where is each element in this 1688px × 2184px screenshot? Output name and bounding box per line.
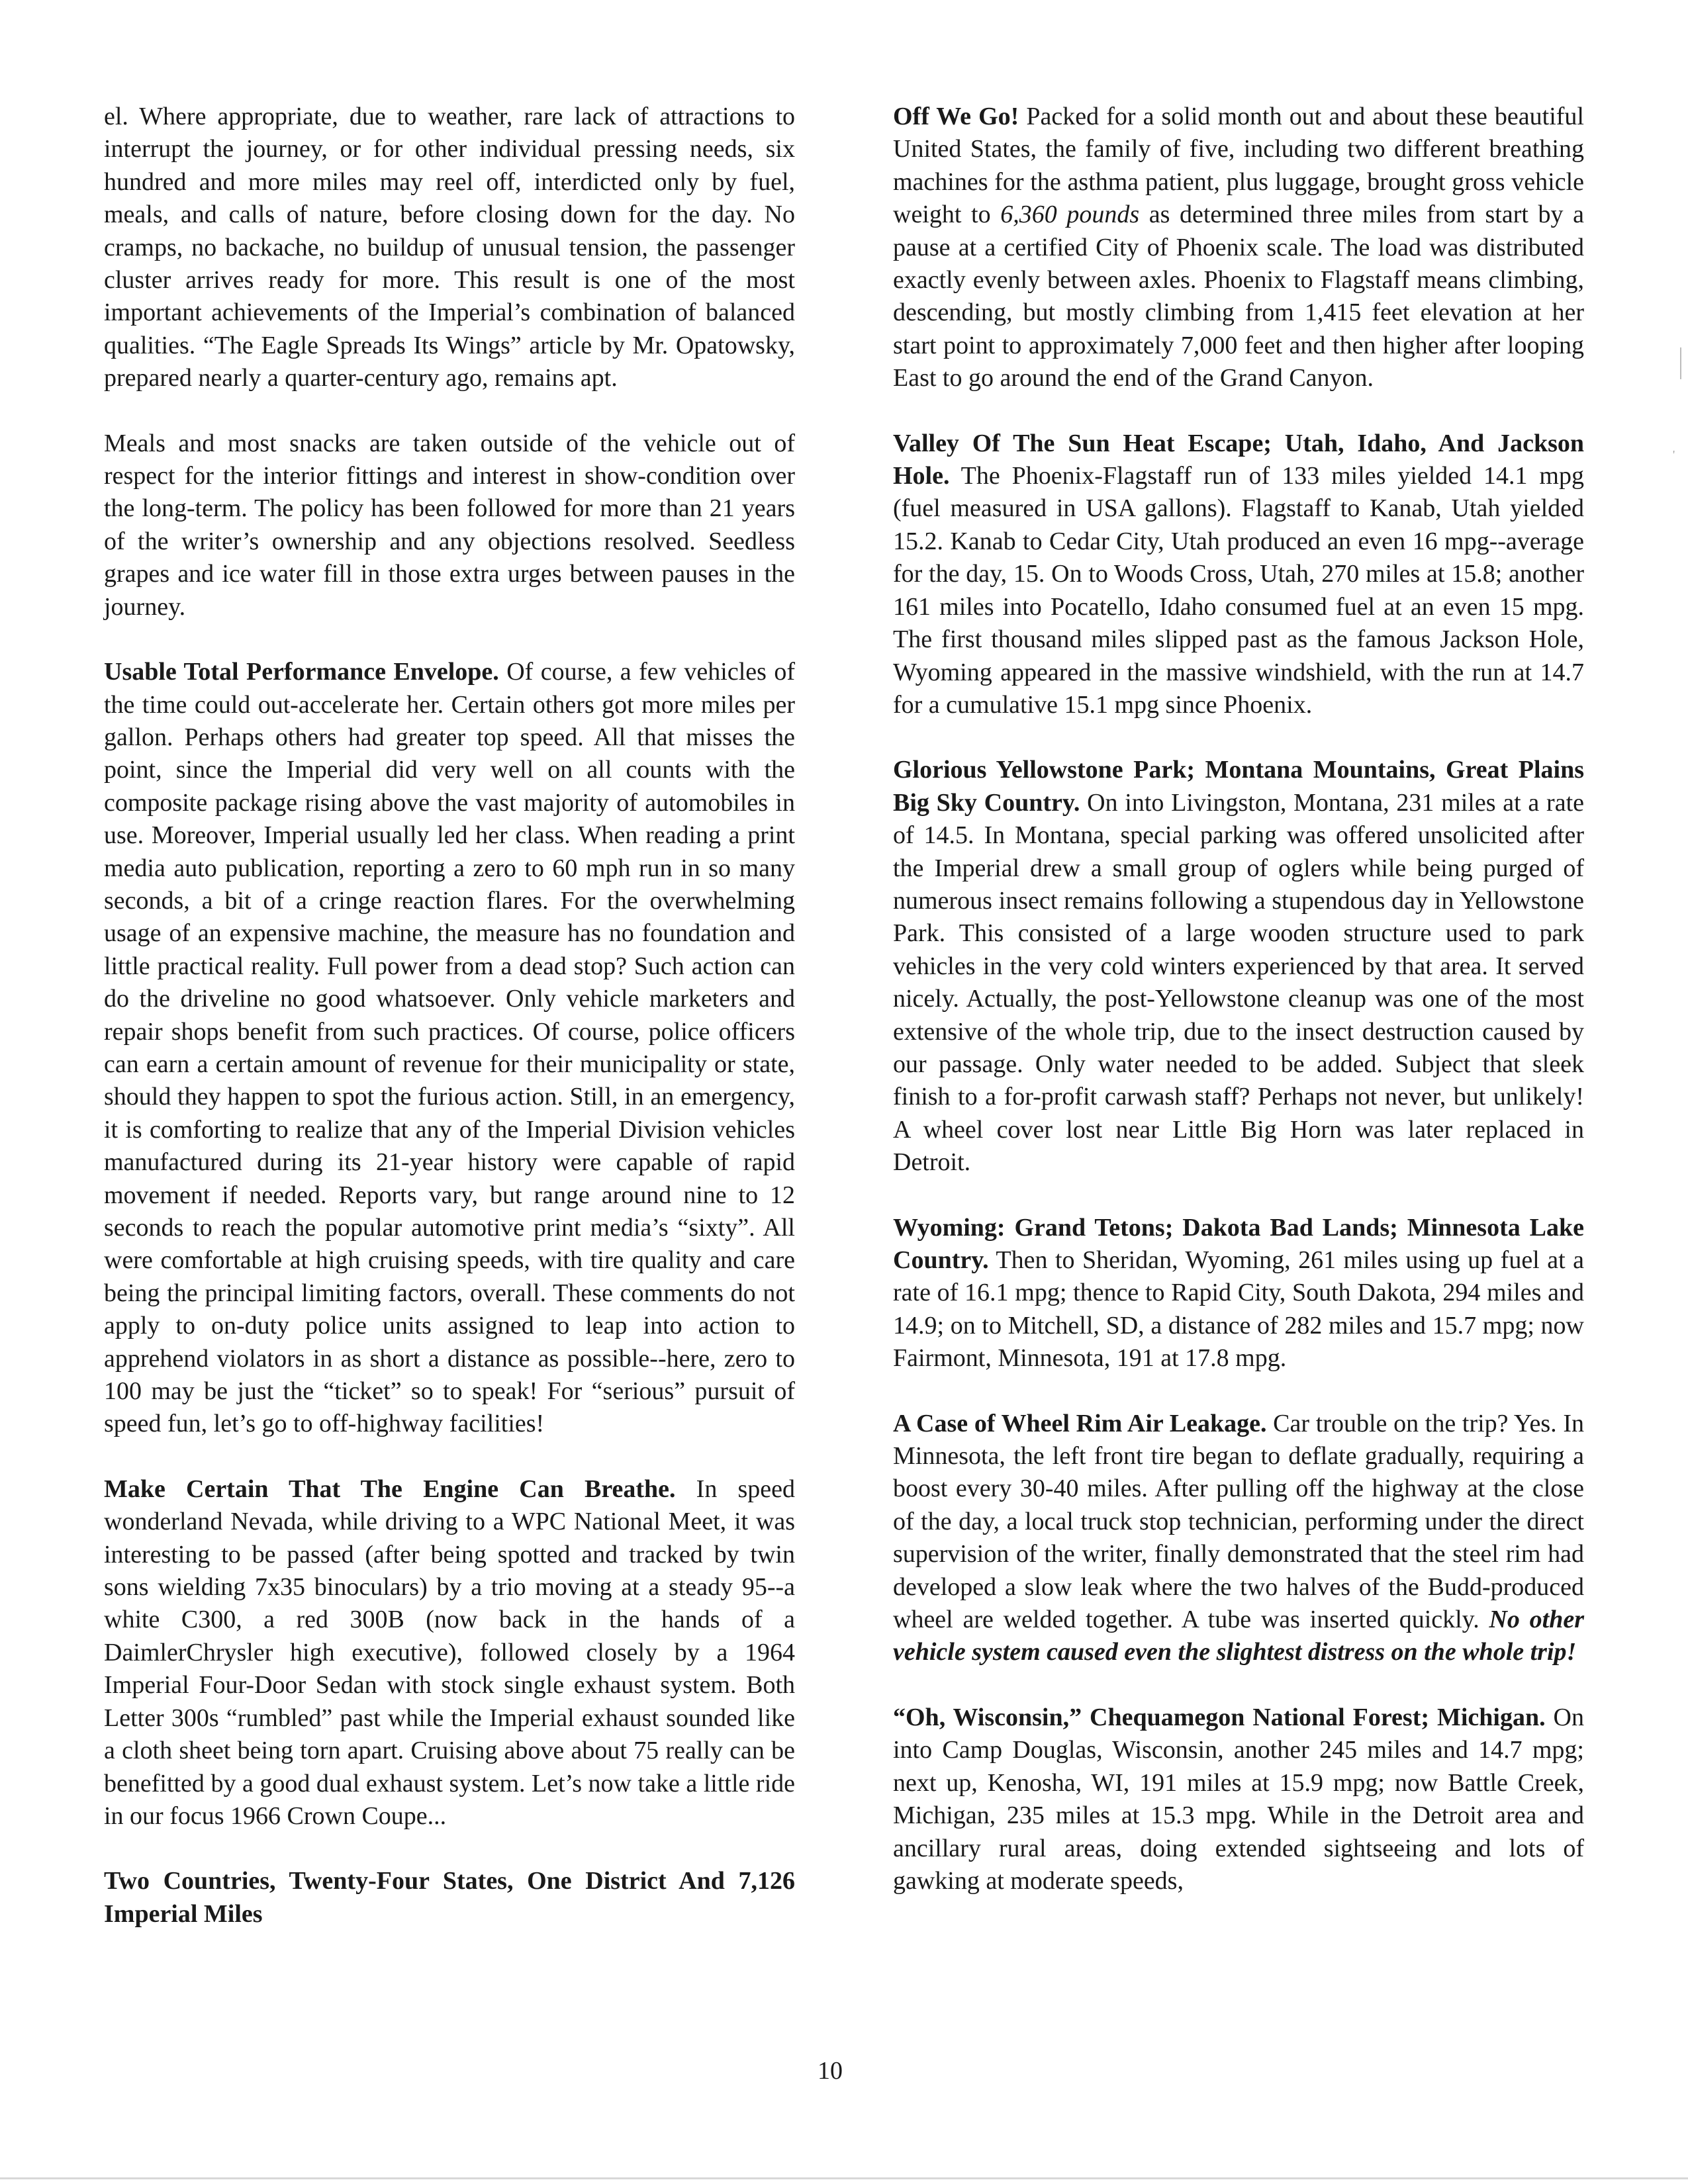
section-heading: Make Certain That The Engine Can Breathe.: [104, 1475, 676, 1503]
section-heading: Valley Of The Sun Heat Escape; Utah, Idaho, And Jackson Hole.: [893, 429, 1584, 490]
paragraph-comfort: [104, 101, 795, 395]
paragraph-text: Meals and most snacks are taken outside of the vehicle out of respect for the interior fittings and interest in show-condition over the long-term. The policy has been followed for more than 21 years of the writer’s ownership and any objections resolved. Seedless grapes and ice water fill in those extra urges between pauses in the journey.: [104, 429, 795, 621]
paragraph-two-countries: [104, 1865, 795, 1931]
paragraph-valley-of-the-sun: [893, 428, 1584, 722]
emphasis-text: No other vehicle system caused even the slightest distress on the whole trip!: [893, 1606, 1584, 1666]
section-heading: Wyoming: Grand Tetons; Dakota Bad Lands; Minnesota Lake Country.: [893, 1213, 1584, 1274]
right-column: [893, 101, 1584, 1897]
paragraph-engine-breathe: [104, 1473, 795, 1833]
paragraph-text: as determined three miles from start by a pause at a certified City of Phoenix scale. The load was distributed exactly evenly between axles. Phoenix to Flagstaff means climbing, descending, but mostly climbing from 1,415 feet elevation at her start point to approximately 7,000 feet and then higher after looping East to go around the end of the Grand Canyon.: [893, 201, 1584, 392]
paragraph-meals: [104, 428, 795, 623]
section-heading: A Case of Wheel Rim Air Leakage.: [893, 1409, 1267, 1437]
margin-scan-mark: [1680, 347, 1681, 379]
paragraph-wheel-rim: [893, 1408, 1584, 1669]
paragraph-off-we-go: [893, 101, 1584, 395]
section-heading: Off We Go!: [893, 103, 1019, 130]
margin-scan-mark: ': [1673, 448, 1675, 461]
paragraph-wyoming: [893, 1212, 1584, 1375]
paragraph-text: Packed for a solid month out and about these beautiful United States, the family of five, including two different breathing machines for the asthma patient, plus luggage, brought gross vehicle weight to: [893, 103, 1584, 229]
paragraph-text: On into Livingston, Montana, 231 miles at a rate of 14.5. In Montana, special parking was offered unsolicited after the Imperial drew a small group of oglers while being purged of numerous insect remains following a stupendous day in Yellowstone Park. This consisted of a large wooden structure used to park vehicles in the very cold winters experienced by that area. It served nicely. Actually, the post-Yellowstone cleanup was one of the most extensive of the whole trip, due to the insect destruction caused by our passage. Only water needed to be added. Subject that sleek finish to a for-profit carwash staff? Perhaps not never, but unlikely! A wheel cover lost near Little Big Horn was later replaced in Detroit.: [893, 788, 1584, 1177]
emphasis-text: 6,360 pounds: [1000, 201, 1140, 229]
paragraph-text: el. Where appropriate, due to weather, rare lack of attractions to interrupt the journey, or for other individual pressing needs, six hundred and more miles may reel off, interdicted only by fuel, meals, and calls of nature, before closing down for the day. No cramps, no backache, no buildup of unusual tension, the passenger cluster arrives ready for more. This result is one of the most important achievements of the Imperial’s combination of balanced qualities. “The Eagle Spreads Its Wings” article by Mr. Opatowsky, prepared nearly a quarter-century ago, remains apt.: [104, 103, 795, 392]
section-heading: Glorious Yellowstone Park; Montana Mountains, Great Plains Big Sky Country.: [893, 756, 1584, 817]
paragraph-text: Of course, a few vehicles of the time could out-accelerate her. Certain others got more miles per gallon. Perhaps others had greater top speed. All that misses the point, since the Imperial did very well on all counts with the composite package rising above the vast majority of automobiles in use. Moreover, Imperial usually led her class. When reading a print media auto publication, reporting a zero to 60 mph run in so many seconds, a bit of a cringe reaction flares. For the overwhelming usage of an expensive machine, the measure has no foundation and little practical reality. Full power from a dead stop? Such action can do the driveline no good whatsoever. Only vehicle marketers and repair shops benefit from such practices. Of course, police officers can earn a certain amount of revenue for their municipality or state, should they happen to spot the furious action. Still, in an emergency, it is comforting to realize that any of the Imperial Division vehicles manufactured during its 21-year history were capable of rapid movement if needed. Reports vary, but range around nine to 12 seconds to reach the popular automotive print media’s “sixty”. All were comfortable at high cruising speeds, with tire quality and care being the principal limiting factors, overall. These comments do not apply to on-duty police units assigned to leap into action to apprehend violators in as short a distance as possible--here, zero to 100 may be just the “ticket” so to speak! For “serious” pursuit of speed fun, let’s go to off-highway facilities!: [104, 658, 796, 1438]
paragraph-text: On into Camp Douglas, Wisconsin, another 245 miles and 14.7 mpg; next up, Kenosha, WI, 191 miles at 15.9 mpg; now Battle Creek, Michigan, 235 miles at 15.3 mpg. While in the Detroit area and ancillary rural areas, doing extended sightseeing and lots of gawking at moderate speeds,: [893, 1703, 1584, 1895]
left-column: [104, 101, 795, 1931]
paragraph-yellowstone: [893, 754, 1584, 1179]
section-heading: “Oh, Wisconsin,” Chequamegon National Forest; Michigan.: [893, 1703, 1546, 1731]
paragraph-text: The Phoenix-Flagstaff run of 133 miles yielded 14.1 mpg (fuel measured in USA gallons). Flagstaff to Kanab, Utah yielded 15.2. Kanab to Cedar City, Utah produced an even 16 mpg--average for the day, 15. On to Woods Cross, Utah, 270 miles at 15.8; another 161 miles into Pocatello, Idaho consumed fuel at an even 15 mpg. The first thousand miles slipped past as the famous Jackson Hole, Wyoming appeared in the massive windshield, with the run at 14.7 for a cumulative 15.1 mpg since Phoenix.: [893, 462, 1584, 719]
paragraph-text: In speed wonderland Nevada, while driving to a WPC National Meet, it was interesting to be passed (after being spotted and tracked by twin sons wielding 7x35 binoculars) by a trio moving at a steady 95--a white C300, a red 300B (now back in the hands of a DaimlerChrysler high executive), followed closely by a 1964 Imperial Four-Door Sedan with stock single exhaust system. Both Letter 300s “rumbled” past while the Imperial exhaust sounded like a cloth sheet being torn apart. Cruising above about 75 really can be benefitted by a good dual exhaust system. Let’s now take a little ride in our focus 1966 Crown Coupe...: [104, 1475, 795, 1830]
paragraph-text: Car trouble on the trip? Yes. In Minnesota, the left front tire began to deflate gradually, requiring a boost every 30-40 miles. After pulling off the highway at the close of the day, a local truck stop technician, performing under the direct supervision of the writer, finally demonstrated that the steel rim had developed a slow leak where the two halves of the Budd-produced wheel are welded together. A tube was inserted quickly.: [893, 1409, 1584, 1634]
section-heading: Usable Total Performance Envelope.: [104, 658, 499, 686]
paragraph-wisconsin: [893, 1702, 1584, 1897]
paragraph-text: Then to Sheridan, Wyoming, 261 miles using up fuel at a rate of 16.1 mpg; thence to Rapid City, South Dakota, 294 miles and 14.9; on to Mitchell, SD, a distance of 282 miles and 15.7 mpg; now Fairmont, Minnesota, 191 at 17.8 mpg.: [893, 1246, 1584, 1373]
paragraph-performance-envelope: [104, 656, 795, 1441]
page-number: 10: [818, 2057, 843, 2085]
bottom-edge-rule: [0, 2177, 1688, 2179]
section-heading: Two Countries, Twenty-Four States, One District And 7,126 Imperial Miles: [104, 1867, 795, 1928]
